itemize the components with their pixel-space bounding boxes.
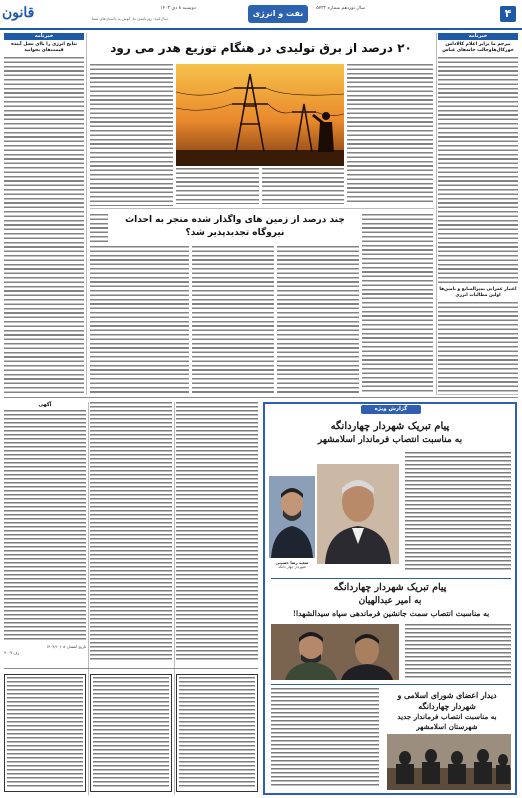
main-story-column	[262, 168, 344, 204]
right-lead-body	[438, 57, 518, 283]
photo-caption: شهردار چهار دانگه	[278, 565, 306, 569]
notice-box	[90, 674, 172, 792]
left-lead-title: نتایج انرژی را با‌ای نسل آینده قیمت‌ها‌ی بخوانید	[11, 42, 77, 53]
feature-msg2-subtitle2: به مناسبت انتصاب سمت جانشین فرماندهی سپاه سیدالشهدا!	[292, 609, 490, 618]
page-number: ۴	[500, 6, 516, 22]
portrait-photo	[317, 464, 399, 564]
story-divider	[90, 208, 434, 209]
section-title: نفت و انرژی	[248, 5, 308, 23]
second-story-column	[90, 214, 108, 244]
notice-box	[176, 674, 258, 792]
portrait-photo	[269, 476, 315, 558]
second-story-column	[277, 246, 359, 394]
notice-footer: تاریخ انتشار: ۱۴۰۳/۱۰/۰۸	[46, 644, 86, 649]
notice-title: آگهی	[38, 402, 52, 408]
masthead-rule	[0, 28, 522, 30]
second-headline-line1: چند درصد از زمین های واگذار شده منجر به احداث	[125, 215, 345, 225]
notice-divider	[174, 402, 175, 795]
main-story-column	[176, 168, 259, 204]
right-lead-title: بیرجم ما برابر اعلام کالا‌دامن خورکال‌ها‌وجالب خانه‌های عباس	[442, 42, 514, 53]
feature-box	[263, 402, 517, 795]
notice-divider	[88, 402, 89, 795]
second-headline-line2: نیروگاه تجدیدپذیر شد؟	[185, 228, 285, 238]
notice-block	[90, 402, 172, 662]
second-story-column	[192, 246, 274, 394]
right-column-tag: خبرنامه	[438, 33, 518, 40]
notice-text	[7, 677, 83, 789]
feature-msg1-subtitle: به مناسبت انتصاب فرماندار اسلامشهر	[317, 435, 463, 445]
feature-divider	[271, 684, 511, 685]
feature-msg3-subtitle: به مناسبت انتصاب فرماندار جدید	[397, 712, 497, 721]
left-column	[4, 33, 84, 395]
column-divider	[436, 33, 437, 395]
left-lead-body	[4, 57, 84, 395]
notices-area	[4, 402, 258, 795]
section-divider	[4, 397, 518, 398]
feature-msg1-text	[405, 452, 511, 572]
notice-block	[4, 402, 86, 662]
feature-msg2-subtitle: به امیر عبدالهیان	[358, 596, 422, 606]
main-story-photo	[176, 64, 344, 166]
notice-text	[93, 677, 169, 789]
feature-msg2-title: پیام تبریک شهردار چهاردانگه	[333, 582, 447, 593]
meeting-photo	[387, 734, 511, 790]
masthead	[0, 0, 522, 30]
tagline: دنبال‌کنید: روزنامه‌ی ما، گوش به داستان‌های شما	[91, 16, 169, 21]
feature-msg3-subtitle2: شهرستان اسلامشهر	[416, 722, 478, 731]
right-column	[438, 33, 518, 395]
portrait-photo	[271, 624, 399, 680]
feature-msg1-title: پیام تبریک شهردار چهاردانگه	[330, 421, 450, 432]
right-sub-body	[438, 302, 518, 395]
notice-block	[176, 402, 258, 662]
notice-box	[4, 674, 86, 792]
feature-msg3-title2: شهردار چهاردانگه	[418, 702, 476, 711]
right-sub-title: اعتبار عمرانی بمیرالمنابع و تامین‌ها اولین مطالبات انرژی	[439, 287, 517, 298]
issue-line: سال نوزدهم شماره ۵۷۳۲	[316, 6, 365, 11]
main-story-column	[90, 64, 173, 206]
feature-msg3-title: دیدار اعضای شورای اسلامی و	[397, 691, 497, 700]
date-line: دوشنبه ۸ دی ۱۴۰۳	[160, 6, 196, 11]
photo-caption: سعید رضا حسینی	[275, 560, 309, 565]
second-story-column	[90, 246, 189, 394]
column-divider	[86, 33, 87, 395]
notice-divider	[4, 668, 258, 669]
feature-divider	[271, 578, 511, 579]
newspaper-logo: قانون	[2, 5, 35, 21]
main-story-column	[347, 64, 433, 204]
second-story-column	[362, 214, 433, 394]
left-column-tag: خبرنامه	[4, 33, 84, 40]
main-headline: ۲۰ درصد از برق تولیدی در هنگام توزیع هدر می رود	[110, 41, 412, 55]
feature-msg2-text	[405, 624, 511, 678]
notice-text	[179, 677, 255, 789]
feature-banner: گزارش ویژه	[361, 405, 421, 414]
notice-text	[4, 410, 86, 642]
notice-footer: رف ۷۰۰۷	[4, 650, 20, 655]
feature-msg3-text	[271, 688, 379, 788]
